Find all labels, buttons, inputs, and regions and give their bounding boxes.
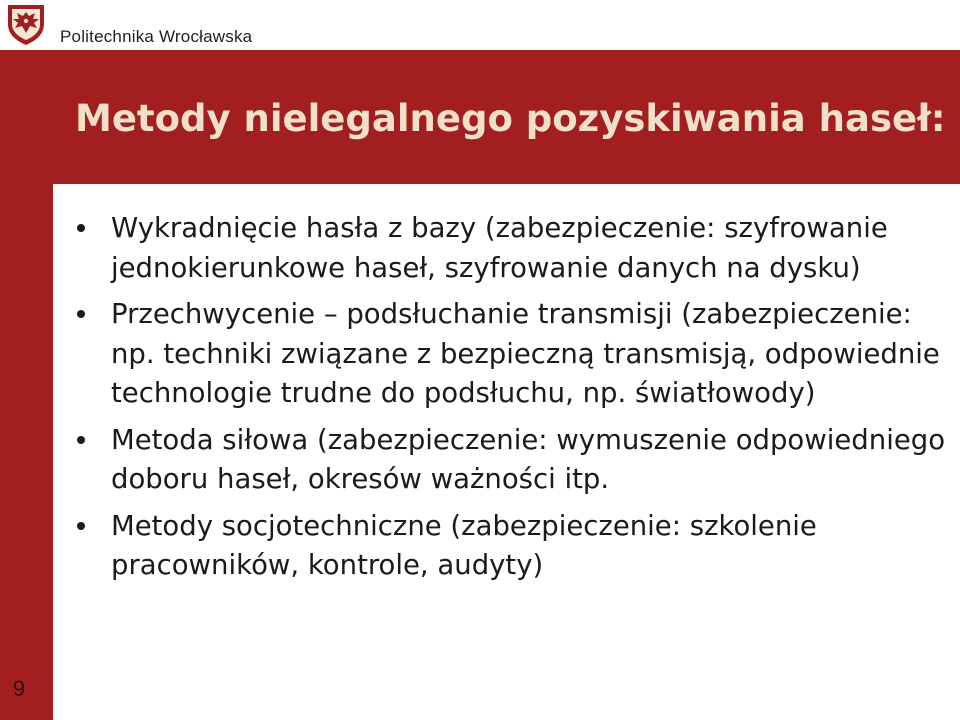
slide-number: 9: [12, 676, 26, 701]
bullet-item: [77, 295, 947, 414]
slide-title: Metody nielegalnego pozyskiwania haseł:: [75, 97, 946, 140]
bullet-text: Przechwycenie – podsłuchanie transmisji (zabezpieczenie: np. techniki związane z bezpieczną transmisją, odpowiednie technologie trudne do podsłuchu, np. światłowody): [111, 298, 940, 409]
bullet-text: Metoda siłowa (zabezpieczenie: wymuszenie odpowiedniego doboru haseł, okresów ważności itp.: [111, 423, 946, 495]
bullet-text: Metody socjotechniczne (zabezpieczenie: szkolenie pracowników, kontrole, audyty): [111, 509, 817, 581]
content-area: [53, 184, 960, 720]
logo-bar: [0, 0, 960, 50]
bullet-dot-icon: [77, 522, 85, 530]
bullet-text: Wykradnięcie hasła z bazy (zabezpieczenie: szyfrowanie jednokierunkowe haseł, szyfrowanie danych na dysku): [111, 212, 888, 284]
bullet-list: [77, 209, 947, 593]
university-name: Politechnika Wrocławska: [60, 27, 253, 46]
left-sidebar-band: [0, 50, 53, 720]
bullet-dot-icon: [77, 310, 85, 318]
bullet-dot-icon: [77, 224, 85, 232]
title-band: [53, 50, 960, 184]
bullet-item: [77, 507, 947, 586]
university-crest-icon: [4, 2, 48, 46]
bullet-item: [77, 209, 947, 288]
bullet-dot-icon: [77, 436, 85, 444]
bullet-item: [77, 421, 947, 500]
